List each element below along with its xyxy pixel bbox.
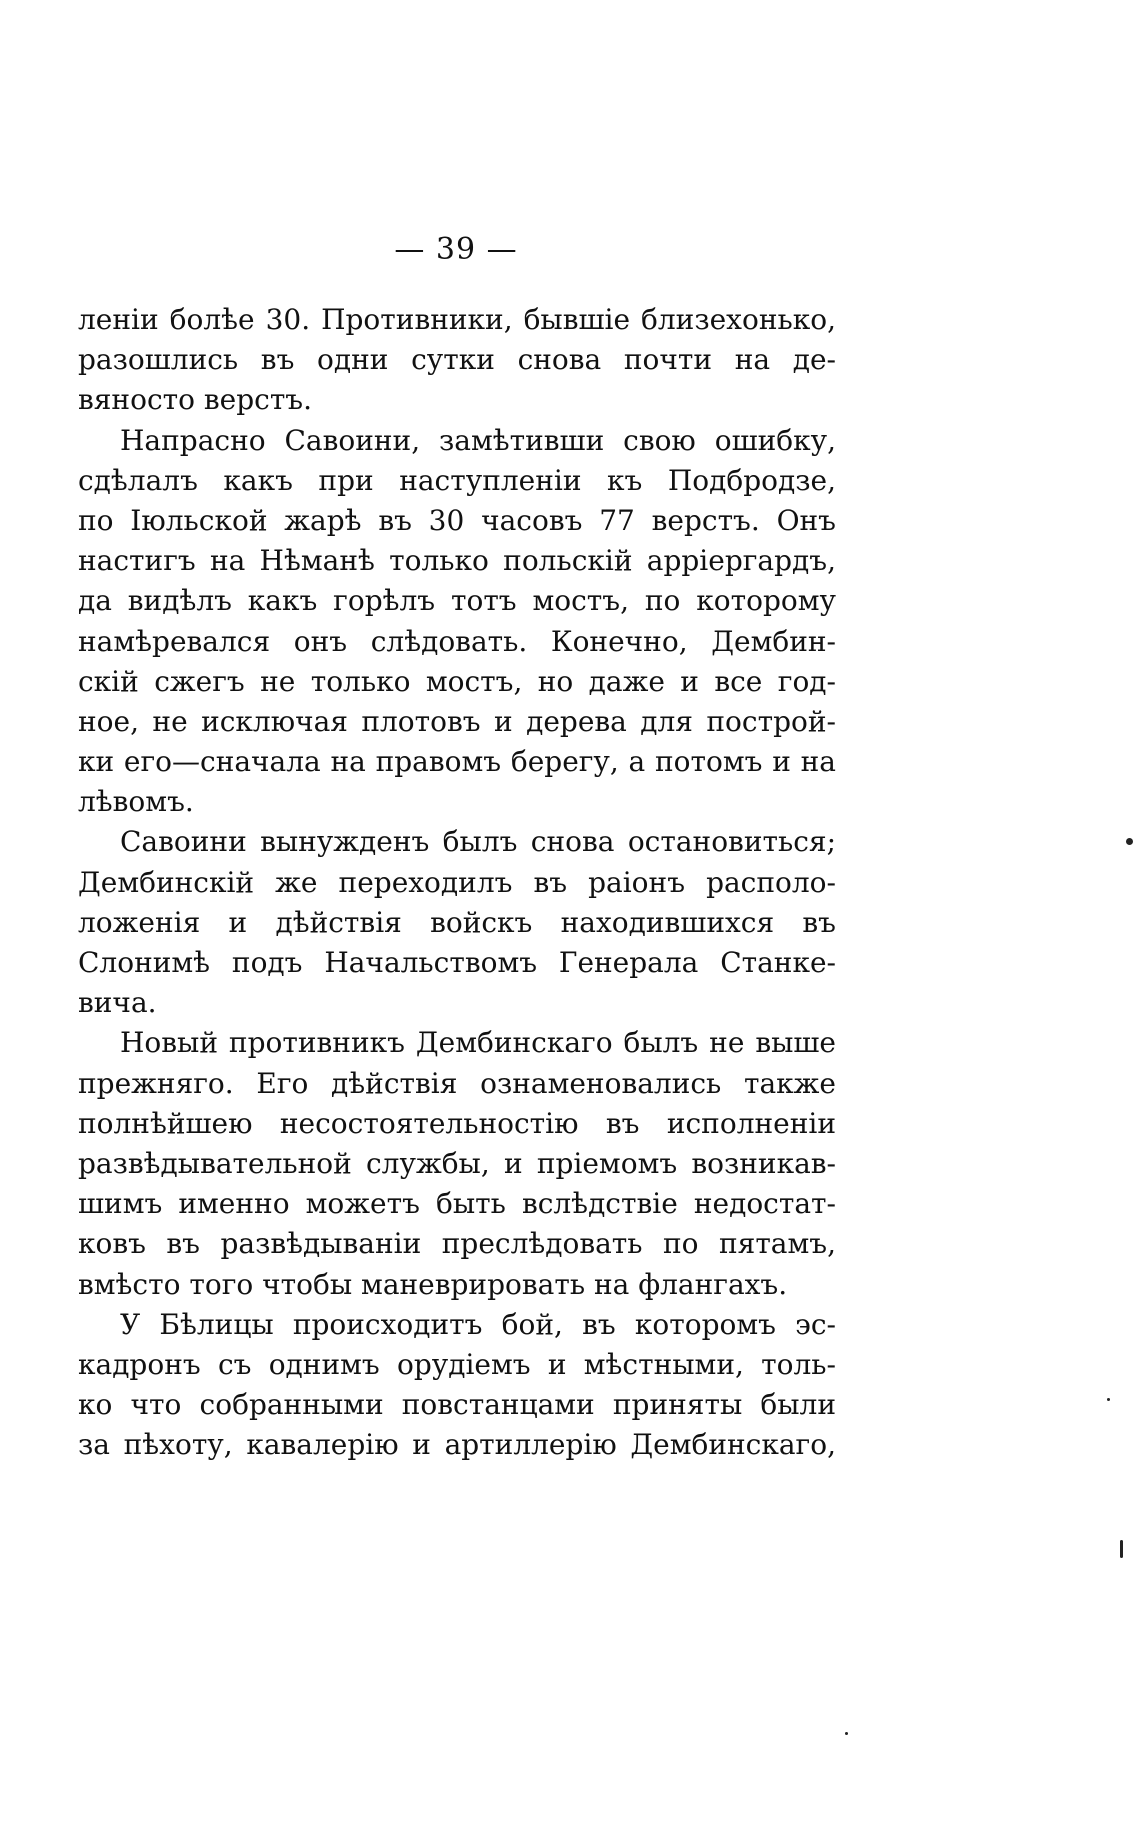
text-line: вяносто верстъ. <box>78 383 313 417</box>
scan-speck <box>1120 1540 1123 1558</box>
text-line: намѣревался онъ слѣдовать. Конечно, Дембин- <box>78 624 836 658</box>
text-line: Напрасно Савоини, замѣтивши свою ошибку, <box>120 423 836 457</box>
paragraph-1 <box>78 300 836 421</box>
text-line: ковъ въ развѣдываніи преслѣдовать по пятамъ, <box>78 1227 836 1261</box>
text-line: Савоини вынужденъ былъ снова остановиться; <box>120 825 836 859</box>
text-line: развѣдывательной службы, и пріемомъ возникав- <box>78 1146 836 1180</box>
text-line: ко что собранными повстанцами приняты были <box>78 1388 836 1422</box>
text-line: разошлись въ одни сутки снова почти на де- <box>78 343 836 377</box>
text-line: по Іюльской жарѣ въ 30 часовъ 77 верстъ. Онъ <box>78 503 836 537</box>
text-line: да видѣлъ какъ горѣлъ тотъ мостъ, по которому <box>78 584 836 618</box>
paragraph-5 <box>78 1305 836 1466</box>
scan-speck <box>1126 838 1133 845</box>
text-line: ки его—сначала на правомъ берегу, а потомъ и на <box>78 745 836 779</box>
paragraph-2 <box>78 421 836 823</box>
text-line: настигъ на Нѣманѣ только польскій арріергардъ, <box>78 544 836 578</box>
text-line: прежняго. Его дѣйствія ознаменовались также <box>78 1066 836 1100</box>
text-line: кадронъ съ однимъ орудіемъ и мѣстными, толь- <box>78 1347 836 1381</box>
text-line: за пѣхоту, кавалерію и артиллерію Дембинскаго, <box>78 1428 836 1462</box>
text-line: шимъ именно можетъ быть вслѣдствіе недостат- <box>78 1187 836 1221</box>
text-line: полнѣйшею несостоятельностію въ исполненіи <box>78 1106 836 1140</box>
scan-speck <box>1107 1398 1110 1401</box>
text-line: вмѣсто того чтобы маневрировать на флангахъ. <box>78 1267 788 1301</box>
paragraph-4 <box>78 1023 836 1304</box>
text-line: сдѣлалъ какъ при наступленіи къ Подбродзе, <box>78 463 836 497</box>
text-line: Дембинскій же переходилъ въ раіонъ располо- <box>78 865 836 899</box>
text-line: ное, не исключая плотовъ и дерева для построй- <box>78 704 836 738</box>
text-line: лѣвомъ. <box>78 785 194 819</box>
text-line: У Бѣлицы происходитъ бой, въ которомъ эс- <box>120 1307 836 1341</box>
text-line: Новый противникъ Дембинскаго былъ не выше <box>120 1026 836 1060</box>
paragraph-3 <box>78 822 836 1023</box>
text-line: скій сжегъ не только мостъ, но даже и все год- <box>78 664 836 698</box>
text-line: вича. <box>78 986 157 1020</box>
scan-speck <box>845 1732 848 1735</box>
page-number: — 39 — <box>394 232 518 267</box>
text-line: ложенія и дѣйствія войскъ находившихся въ <box>78 905 836 939</box>
body-text <box>78 300 836 1465</box>
text-line: Слонимѣ подъ Начальствомъ Генерала Станке- <box>78 946 836 979</box>
text-line: леніи болѣе 30. Противники, бывшіе близехонько, <box>78 303 836 336</box>
